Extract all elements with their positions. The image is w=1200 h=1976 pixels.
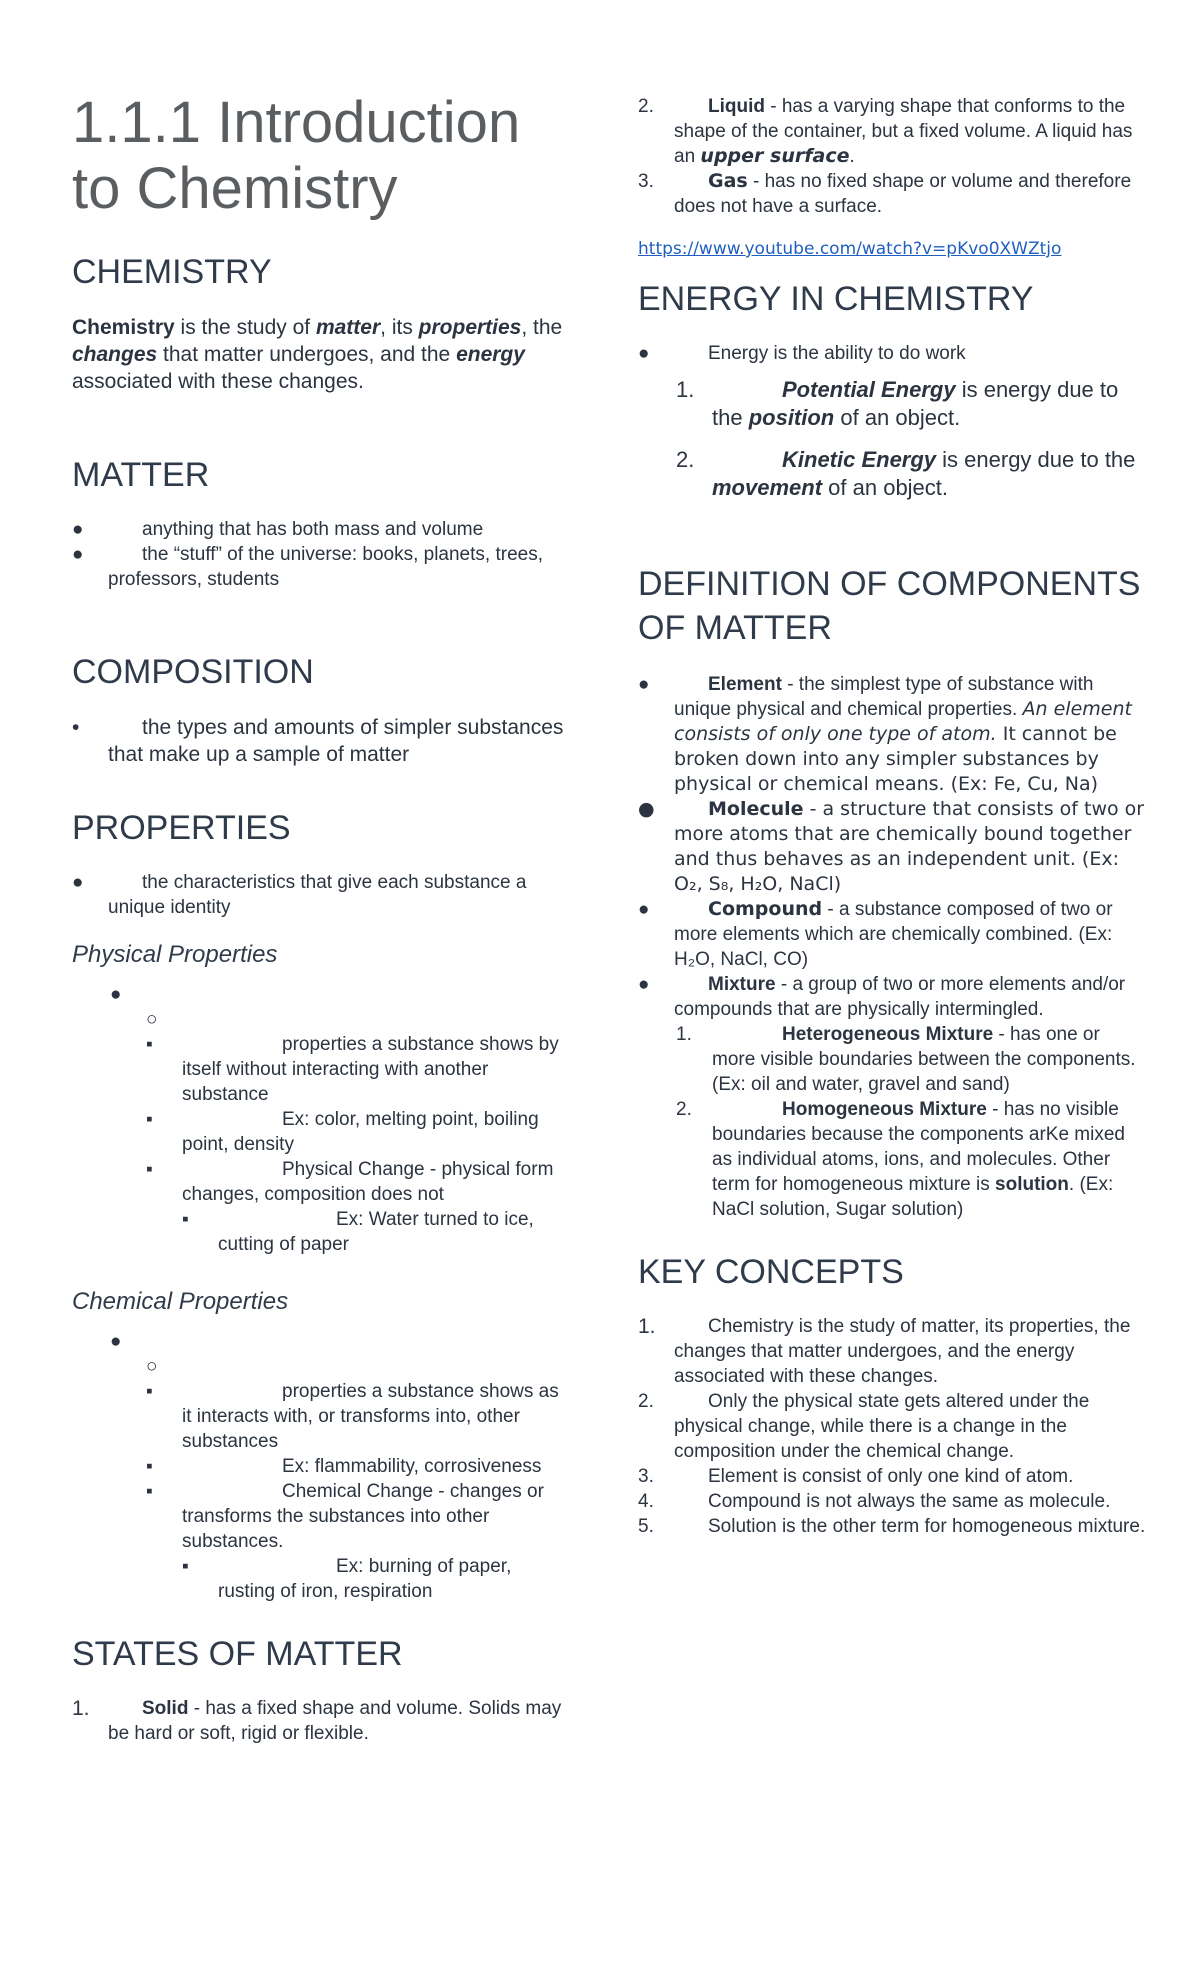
- list-item: 3. Element is consist of only one kind of atom.: [638, 1466, 1074, 1487]
- list-item: 2. Homogeneous Mixture - has no visible boundaries because the components arKe mixed as individual atoms, ions, and molecules. Other term for homogeneous mixture is solution. (Ex: NaCl solution, Sugar solution): [676, 1099, 1125, 1220]
- list-item: ○: [146, 1009, 158, 1030]
- list-item: ● Energy is the ability to do work: [638, 343, 966, 364]
- list-item: ● the “stuff” of the universe: books, planets, trees, professors, students: [72, 544, 543, 590]
- heading-key-concepts: KEY CONCEPTS: [638, 1253, 904, 1291]
- heading-properties: PROPERTIES: [72, 809, 291, 847]
- list-item: ▪ Ex: burning of paper, rusting of iron, respiration: [182, 1556, 512, 1602]
- list-item: ● anything that has both mass and volume: [72, 519, 484, 540]
- heading-matter: MATTER: [72, 456, 210, 494]
- list-item: ▪ Chemical Change - changes or transforms the substances into other substances.: [146, 1481, 544, 1552]
- list-item: 1. Chemistry is the study of matter, its properties, the changes that matter undergoes, and the energy associated with these changes.: [638, 1315, 1131, 1387]
- list-item: 2. Liquid - has a varying shape that conforms to the shape of the container, but a fixed volume. A liquid has an upper surface.: [638, 96, 1133, 167]
- list-item: ● the characteristics that give each substance a unique identity: [72, 872, 527, 918]
- list-item: ● Compound - a substance composed of two or more elements which are chemically combined. (Ex: H₂O, NaCl, CO): [638, 898, 1113, 970]
- list-item: 1. Potential Energy is energy due to the position of an object.: [676, 377, 1119, 430]
- list-item: ● Mixture - a group of two or more elements and/or compounds that are physically intermingled.: [638, 974, 1126, 1020]
- list-item: 1. Solid - has a fixed shape and volume. Solids may be hard or soft, rigid or flexible.: [72, 1697, 562, 1744]
- heading-definitions: DEFINITION OF COMPONENTS OF MATTER: [638, 565, 1141, 647]
- list-item: ●: [110, 984, 122, 1005]
- list-item: ▪ Ex: color, melting point, boiling point, density: [146, 1109, 539, 1155]
- list-item: ● Molecule - a structure that consists of two or more atoms that are chemically bound together and thus behaves as an independent unit. (Ex: O₂, S₈, H₂O, NaCl): [638, 798, 1145, 895]
- left-column: [72, 90, 572, 1746]
- list-item: 5. Solution is the other term for homogeneous mixture.: [638, 1516, 1146, 1537]
- video-link[interactable]: https://www.youtube.com/watch?v=pKvo0XWZtjo: [638, 239, 1062, 259]
- list-item: ▪ Ex: flammability, corrosiveness: [146, 1456, 542, 1477]
- list-item: ● Element - the simplest type of substance with unique physical and chemical properties. An element consists of only one type of atom. It cannot be broken down into any simpler substances by physical or chemical means. (Ex: Fe, Cu, Na): [638, 674, 1132, 795]
- page-title: 1.1.1 Introduction to Chemistry: [72, 90, 521, 221]
- list-item: ▪ Physical Change - physical form changes, composition does not: [146, 1159, 554, 1205]
- list-item: 1. Heterogeneous Mixture - has one or more visible boundaries between the components.(Ex: oil and water, gravel and sand): [676, 1024, 1136, 1095]
- heading-composition: COMPOSITION: [72, 653, 314, 691]
- list-item: ●: [110, 1331, 122, 1352]
- list-item: ▪ properties a substance shows as it interacts with, or transforms into, other substances: [146, 1381, 559, 1452]
- list-item: ▪ properties a substance shows by itself without interacting with another substance: [146, 1034, 559, 1105]
- list-item: • the types and amounts of simpler substances that make up a sample of matter: [72, 716, 564, 766]
- list-item: ▪ Ex: Water turned to ice, cutting of paper: [182, 1209, 534, 1255]
- list-item: 4. Compound is not always the same as molecule.: [638, 1491, 1111, 1512]
- heading-chemistry: CHEMISTRY: [72, 253, 272, 291]
- list-item: ○: [146, 1356, 158, 1377]
- heading-physical-properties: Physical Properties: [72, 941, 278, 968]
- right-column: [638, 94, 1148, 1539]
- heading-energy: ENERGY IN CHEMISTRY: [638, 280, 1034, 318]
- chemistry-definition: Chemistry is the study of matter, its properties, the changes that matter undergoes, and the energy associated with these changes.: [72, 316, 563, 393]
- heading-chemical-properties: Chemical Properties: [72, 1288, 289, 1315]
- list-item: 2. Kinetic Energy is energy due to the movement of an object.: [676, 447, 1136, 500]
- list-item: 3. Gas - has no fixed shape or volume and therefore does not have a surface.: [638, 170, 1132, 217]
- list-item: 2. Only the physical state gets altered under the physical change, while there is a change in the composition under the chemical change.: [638, 1391, 1090, 1462]
- heading-states-of-matter: STATES OF MATTER: [72, 1635, 403, 1673]
